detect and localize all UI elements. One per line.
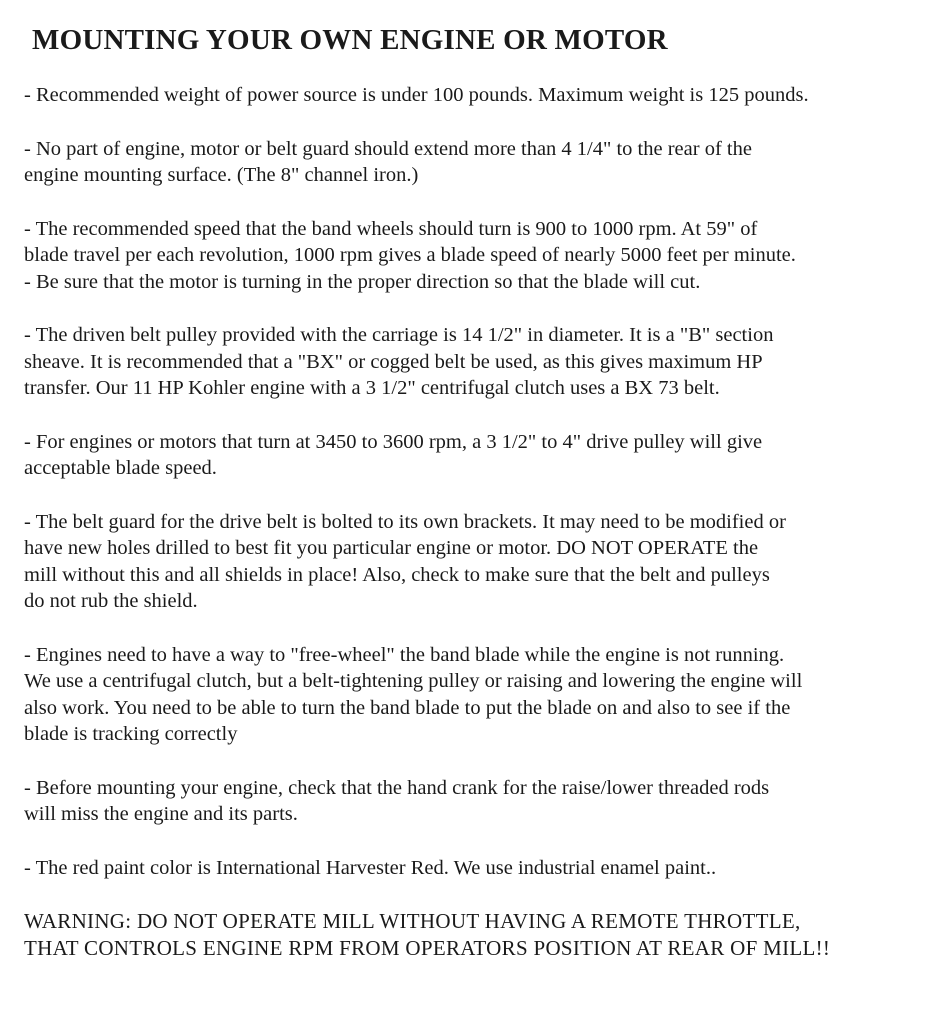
paragraph-line: - The belt guard for the drive belt is bolted to its own brackets. It may need to be modified or: [24, 510, 786, 533]
paragraph-line: - Recommended weight of power source is under 100 pounds. Maximum weight is 125 pounds.: [24, 84, 809, 106]
instruction-paragraph: [24, 775, 922, 828]
paragraph-line: acceptable blade speed.: [24, 457, 217, 479]
paragraph-line: - Before mounting your engine, check that the hand crank for the raise/lower threaded rods: [24, 776, 770, 799]
paragraph-line: mill without this and all shields in place! Also, check to make sure that the belt and pulleys: [24, 563, 770, 586]
warning-line: THAT CONTROLS ENGINE RPM FROM OPERATORS POSITION AT REAR OF MILL!!: [24, 936, 831, 960]
paragraph-line: have new holes drilled to best fit you particular engine or motor. DO NOT OPERATE the: [24, 537, 759, 559]
paragraph-line: sheave. It is recommended that a "BX" or cogged belt be used, as this gives maximum HP: [24, 350, 763, 373]
instruction-list: [24, 82, 922, 881]
paragraph-line: - The driven belt pulley provided with the carriage is 14 1/2" in diameter. It is a "B" section: [24, 324, 774, 346]
paragraph-line: - Be sure that the motor is turning in the proper direction so that the blade will cut.: [24, 270, 701, 293]
paragraph-line: - No part of engine, motor or belt guard should extend more than 4 1/4" to the rear of the: [24, 137, 752, 160]
instruction-paragraph: [24, 82, 922, 109]
paragraph-line: do not rub the shield.: [24, 590, 198, 612]
paragraph-line: blade travel per each revolution, 1000 rpm gives a blade speed of nearly 5000 feet per minute.: [24, 244, 796, 266]
paragraph-line: - The red paint color is International Harvester Red. We use industrial enamel paint..: [24, 856, 717, 879]
paragraph-line: We use a centrifugal clutch, but a belt-tightening pulley or raising and lowering the engine will: [24, 670, 803, 692]
paragraph-line: - For engines or motors that turn at 3450 to 3600 rpm, a 3 1/2" to 4" drive pulley will give: [24, 430, 763, 453]
instruction-paragraph: [24, 642, 922, 748]
paragraph-line: transfer. Our 11 HP Kohler engine with a 3 1/2" centrifugal clutch uses a BX 73 belt.: [24, 377, 720, 399]
paragraph-line: also work. You need to be able to turn the band blade to put the blade on and also to see if the: [24, 696, 791, 719]
paragraph-line: - The recommended speed that the band wheels should turn is 900 to 1000 rpm. At 59" of: [24, 217, 758, 240]
warning-line: WARNING: DO NOT OPERATE MILL WITHOUT HAVING A REMOTE THROTTLE,: [24, 909, 801, 933]
instruction-paragraph: [24, 429, 922, 482]
paragraph-line: will miss the engine and its parts.: [24, 803, 298, 825]
paragraph-line: blade is tracking correctly: [24, 723, 238, 745]
instruction-paragraph: [24, 322, 922, 402]
page-title: MOUNTING YOUR OWN ENGINE OR MOTOR: [32, 24, 668, 56]
paragraph-line: - Engines need to have a way to "free-wheel" the band blade while the engine is not running.: [24, 643, 785, 666]
instruction-paragraph: [24, 855, 922, 882]
paragraph-line: engine mounting surface. (The 8" channel iron.): [24, 164, 419, 186]
warning-notice: [24, 908, 922, 962]
instruction-paragraph: [24, 509, 922, 615]
instruction-paragraph: [24, 136, 922, 189]
instruction-paragraph: [24, 216, 922, 296]
